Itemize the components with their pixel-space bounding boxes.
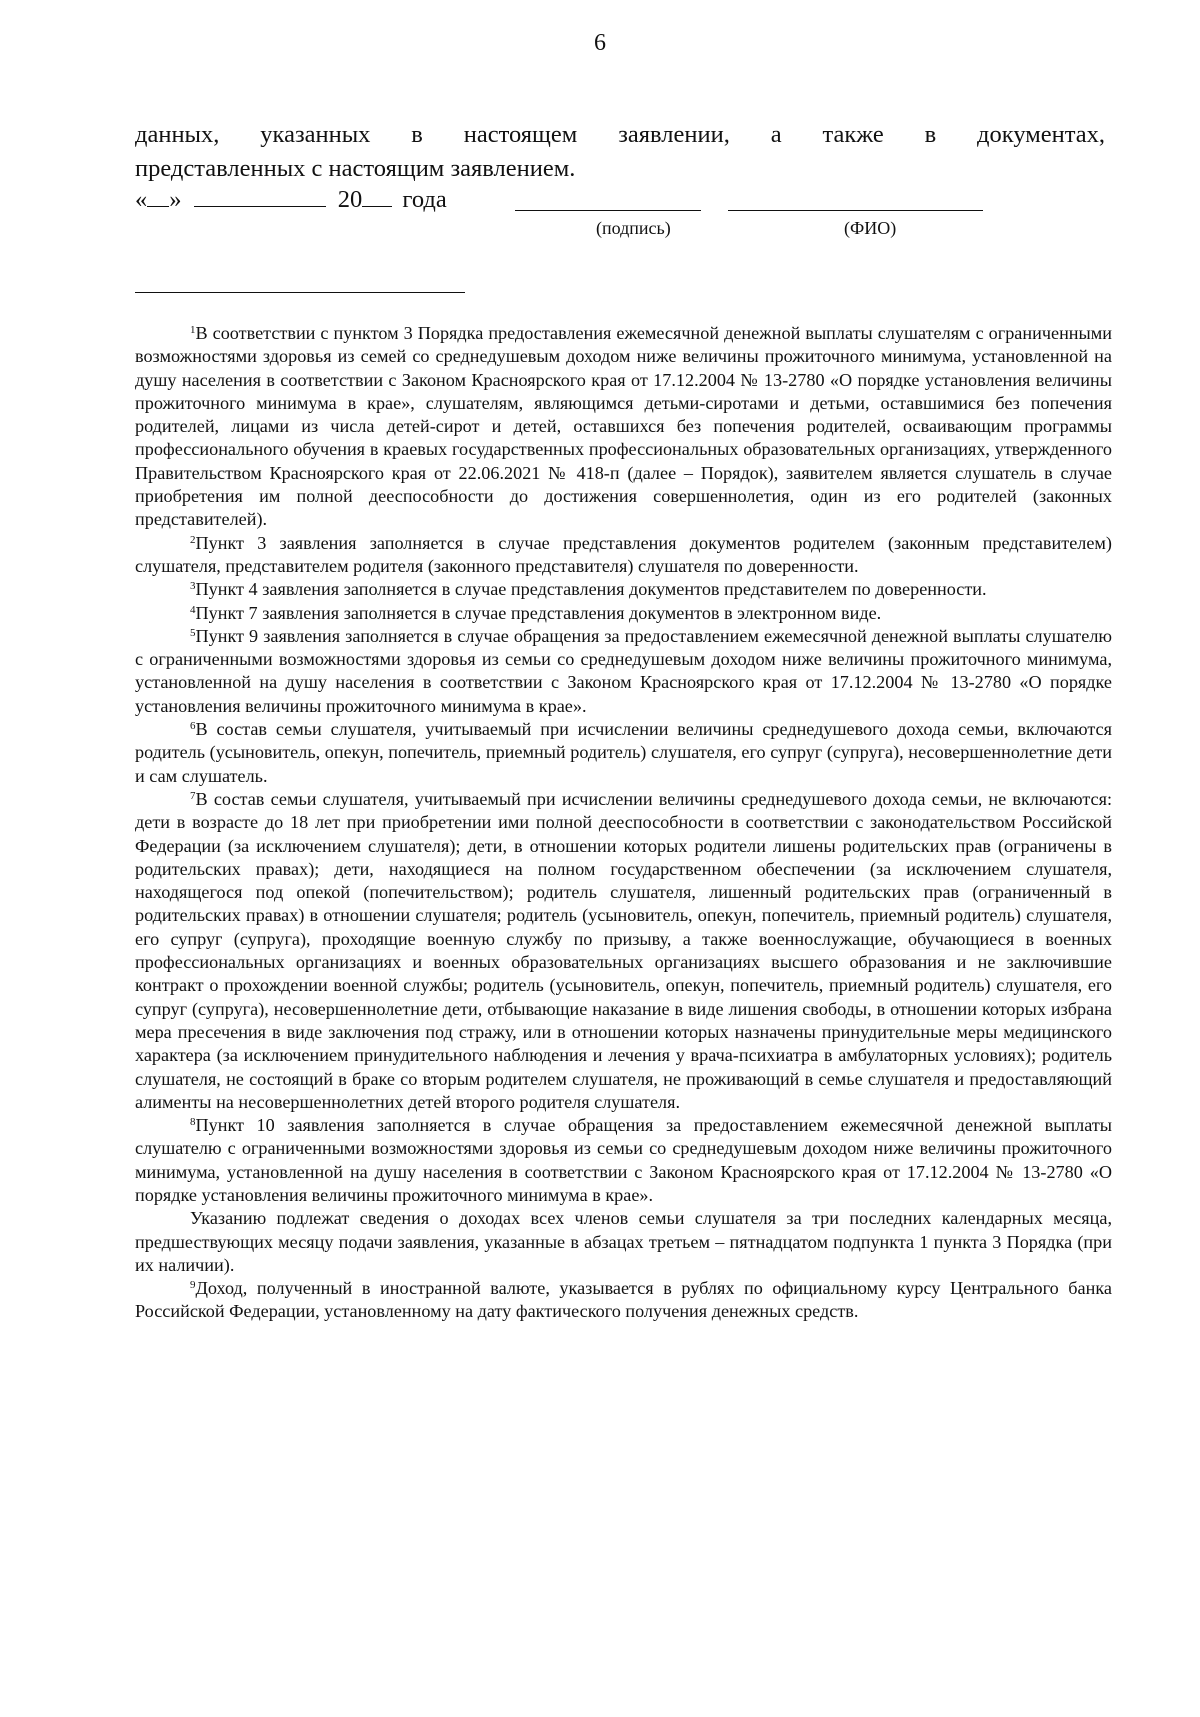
footnote-text: В соответствии с пунктом 3 Порядка предоставления ежемесячной денежной выплаты слушателям с ограниченными возможностями здоровья из семей со среднедушевым доходом ниже величины прожиточного минимума, установленной на душу населения в соответствии с Законом Красноярского края от 17.12.2004 № 13-2780 «О порядке установления величины прожиточного минимума в крае», слушателям, являющимся детьми-сиротами и детьми, оставшимися без попечения родителей, лицами из числа детей-сирот и детей, оставшихся без попечения родителей, осваивающим программы профессионального обучения в краевых государственных профессиональных образовательных организациях, утвержденного Правительством Красноярского края от 22.06.2021 № 418-п (далее – Порядок), заявителем является слушатель в случае приобретения им полной дееспособности до достижения совершеннолетия, один из его родителей (законных представителей). — [135, 323, 1112, 530]
footnote-text: Указанию подлежат сведения о доходах всех членов семьи слушателя за три последних календарных месяца, предшествующих месяцу подачи заявления, указанные в абзацах третьем – пятнадцатом подпункта 1 пункта 3 Порядка (при их наличии). — [135, 1208, 1112, 1275]
statement-line-2: представленных с настоящим заявлением. — [135, 155, 576, 182]
footnote-text: В состав семьи слушателя, учитываемый при исчислении величины среднедушевого дохода семьи, включаются родитель (усыновитель, опекун, попечитель, приемный родитель) слушателя, его супруг (супруга), несовершеннолетние дети и сам слушатель. — [135, 719, 1112, 786]
footnotes — [135, 322, 1112, 1324]
footnote-separator — [135, 292, 465, 293]
footnote-mark: 5 — [190, 626, 196, 639]
footnote-mark: 1 — [190, 324, 196, 336]
footnote-mark: 3 — [190, 580, 196, 593]
signature-label: (подпись) — [596, 218, 671, 238]
footnote-1 — [135, 322, 1112, 532]
footnote-text: Доход, полученный в иностранной валюте, указывается в рублях по официальному курсу Центрального банка Российской Федерации, установленному на дату фактического получения денежных средств. — [135, 1278, 1112, 1322]
date-close-quote: » — [169, 186, 182, 213]
footnote-text: Пункт 4 заявления заполняется в случае представления документов представителем по доверенности. — [195, 579, 987, 600]
month-blank[interactable] — [194, 184, 326, 207]
footnote-8 — [135, 1114, 1112, 1207]
footnote-7 — [135, 788, 1112, 1114]
footnote-mark: 7 — [190, 789, 196, 802]
fio-label: (ФИО) — [844, 218, 897, 238]
footnote-text: Пункт 10 заявления заполняется в случае обращения за предоставлением ежемесячной денежной выплаты слушателю с ограниченными возможностями здоровья из семьи со среднедушевым доходом ниже величины прожиточного минимума, установленной на душу населения в соответствии с Законом Красноярского края от 17.12.2004 № 13-2780 «О порядке установления величины прожиточного минимума в крае». — [135, 1115, 1112, 1205]
footnote-4 — [135, 602, 1112, 625]
statement-line-1: данных, указанных в настоящем заявлении, а также в документах, — [135, 121, 1105, 148]
date-open-quote: « — [135, 186, 148, 213]
footnote-mark: 2 — [190, 533, 196, 546]
footnote-8-continuation — [135, 1207, 1112, 1277]
footnote-6 — [135, 718, 1112, 788]
footnote-2 — [135, 532, 1112, 579]
year-blank[interactable] — [362, 184, 392, 207]
footnote-9 — [135, 1277, 1112, 1324]
footnote-3 — [135, 578, 1112, 601]
year-suffix: года — [402, 186, 447, 213]
footnote-mark: 4 — [190, 603, 196, 616]
date-line — [135, 183, 447, 216]
day-blank[interactable] — [147, 184, 169, 207]
year-prefix: 20 — [337, 186, 363, 213]
footnote-mark: 9 — [190, 1279, 196, 1292]
footnote-mark: 6 — [190, 720, 196, 733]
footnote-text: Пункт 3 заявления заполняется в случае представления документов родителем (законным представителем) слушателя, представителем родителя (законного представителя) слушателя по доверенности. — [135, 532, 1112, 576]
footnote-text: Пункт 7 заявления заполняется в случае представления документов в электронном виде. — [195, 602, 882, 623]
footnote-5 — [135, 625, 1112, 718]
page-number: 6 — [594, 30, 606, 56]
footnote-text: Пункт 9 заявления заполняется в случае обращения за предоставлением ежемесячной денежной выплаты слушателю с ограниченными возможностями здоровья из семьи со среднедушевым доходом ниже величины прожиточного минимума, установленной на душу населения в соответствии с Законом Красноярского края от 17.12.2004 № 13-2780 «О порядке установления величины прожиточного минимума в крае». — [135, 625, 1112, 716]
footnote-text: В состав семьи слушателя, учитываемый при исчислении величины среднедушевого дохода семьи, не включаются: дети в возрасте до 18 лет при приобретении ими полной дееспособности в соответствии с законодательством Российской Федерации (за исключением слушателя); дети, в отношении которых родители лишены родительских прав (ограничены в родительских правах); дети, находящиеся на полном государственном обеспечении (за исключением слушателя, находящегося под опекой (попечительством); родитель слушателя, лишенный родительских прав (ограниченный в родительских правах) в отношении слушателя; родитель (усыновитель, опекун, попечитель, приемный родитель) слушателя, его супруг (супруга), проходящие военную службу по призыву, а также военнослужащие, обучающиеся в военных профессиональных организациях и военных образовательных организациях высшего образования и не заключившие контракт о прохождении военной службы; родитель (усыновитель, опекун, попечитель, приемный родитель) слушателя, его супруг (супруга), несовершеннолетние дети, отбывающие наказание в виде лишения свободы, в отношении которых избрана мера пресечения в виде заключения под стражу, или в отношении которых назначены принудительные меры медицинского характера (за исключением принудительного наблюдения и лечения у врача-психиатра в амбулаторных условиях); родитель слушателя, не состоящий в браке со вторым родителем слушателя, не проживающий в семье слушателя и предоставляющий алименты на несовершеннолетних детей второго родителя слушателя. — [135, 788, 1112, 1112]
footnote-mark: 8 — [190, 1116, 196, 1129]
fio-line[interactable] — [728, 210, 983, 211]
signature-line[interactable] — [515, 210, 701, 211]
